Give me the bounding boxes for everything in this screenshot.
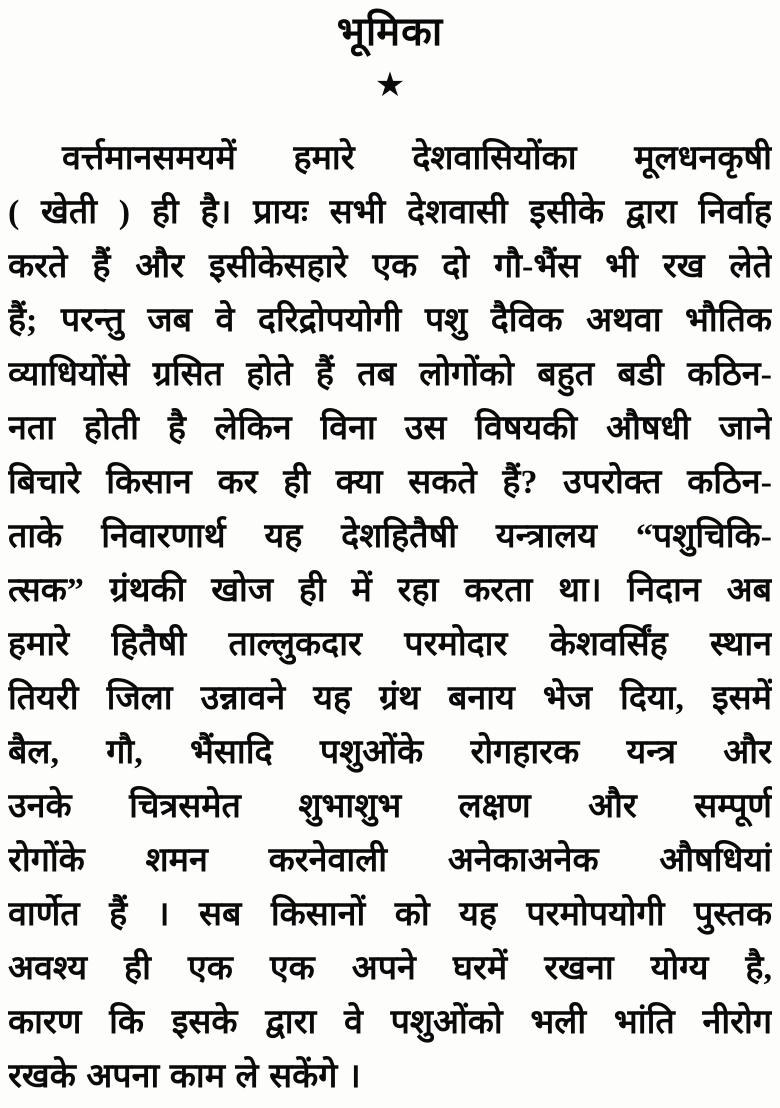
paragraph-line: रखके अपना काम ले सकेंगे । <box>8 1058 361 1095</box>
paragraph-line: करते हैं और इसीकेसहारे एक दो गौ-भैंस भी रख लेते <box>8 248 772 285</box>
paragraph-line: तियरी जिला उन्नावने यह ग्रंथ बनाय भेज दिया, इसमें <box>8 680 772 717</box>
paragraph-line: हमारे हितैषी ताल्लुकदार परमोदार केशवर्सिंह स्थान <box>8 626 772 663</box>
paragraph-line: कारण कि इसके द्वारा वे पशुओंको भली भांति नीरोग <box>8 1004 772 1041</box>
paragraph-line: रोगोंके शमन करनेवाली अनेकाअनेक औषधियां <box>8 842 772 879</box>
preface-paragraph <box>0 132 780 1104</box>
paragraph-line: उनके चित्रसमेत शुभाशुभ लक्षण और सम्पूर्ण <box>8 788 772 825</box>
paragraph-line: त्सक” ग्रंथकी खोज ही में रहा करता था। निदान अब <box>8 572 772 609</box>
star-icon: ★ <box>374 67 406 104</box>
page-title: भूमिका <box>336 9 444 54</box>
paragraph-line: नता होती है लेकिन विना उस विषयकी औषधी जाने <box>8 410 772 447</box>
paragraph-line: अवश्य ही एक एक अपने घरमें रखना योग्य है, <box>8 950 772 987</box>
paragraph-line: बिचारे किसान कर ही क्या सकते हैं? उपरोक्त कठिन- <box>8 464 772 501</box>
paragraph-line: वर्त्तमानसमयमें हमारे देशवासियोंका मूलधनकृषी <box>62 140 772 177</box>
paragraph-line: व्याधियोंसे ग्रसित होते हैं तब लोगोंको बहुत बडी कठिन- <box>8 356 772 393</box>
paragraph-line: बैल, गौ, भैंसादि पशुओंके रोगहारक यन्त्र और <box>8 734 772 771</box>
paragraph-line: ताके निवारणार्थ यह देशहितैषी यन्त्रालय “पशुचिकि- <box>8 518 772 555</box>
paragraph-line: वार्णेत हैं । सब किसानों को यह परमोपयोगी पुस्तक <box>8 896 772 933</box>
paragraph-line: हैं; परन्तु जब वे दरिद्रोपयोगी पशु दैविक अथवा भौतिक <box>8 302 772 339</box>
paragraph-line: ( खेती ) ही है। प्रायः सभी देशवासी इसीके द्वारा निर्वाह <box>8 194 772 231</box>
